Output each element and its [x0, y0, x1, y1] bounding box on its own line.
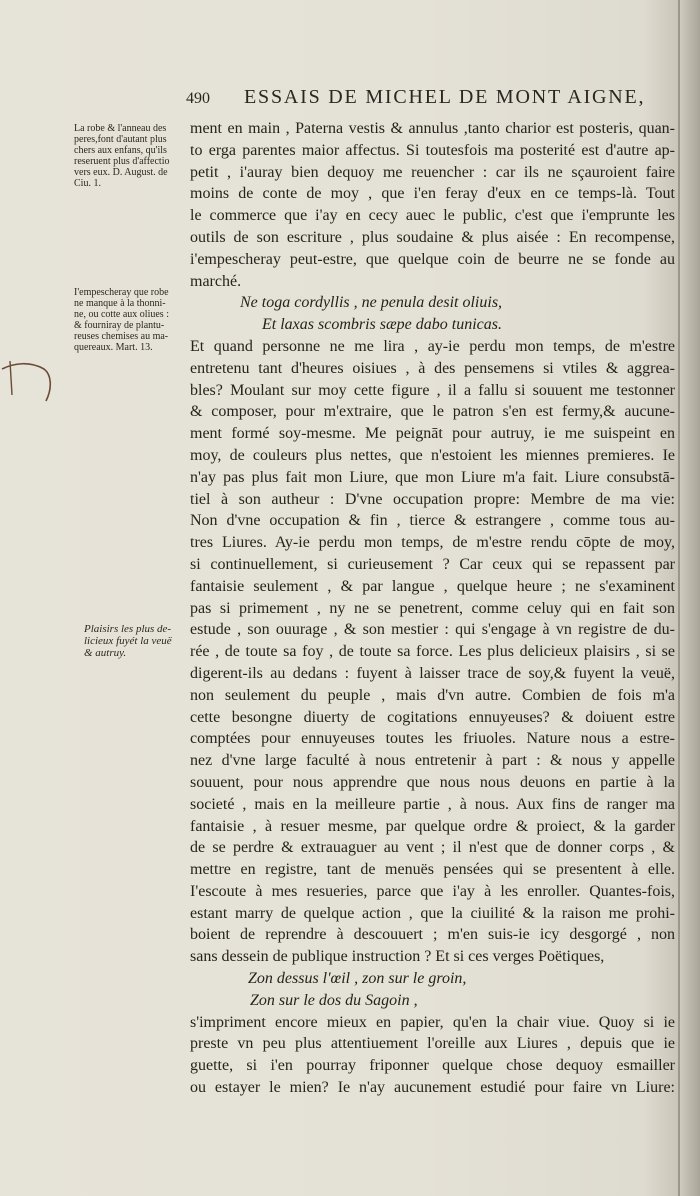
text-line: le commerce que i'ay en cecy auec le public, c'est que i'emprunte les: [190, 207, 675, 225]
text-line: preste vn peu plus attentiuement l'oreille aux Liures , depuis que ie: [190, 1035, 675, 1053]
text-line: entretenu tant d'heures oisiues , à des pensemens si vtiles & aggrea-: [190, 359, 675, 377]
margin-note-line: chers aux enfans, qu'ils: [74, 145, 167, 156]
verse-line: Zon sur le dos du Sagoin ,: [250, 991, 418, 1009]
verse-line: Et laxas scombris sæpe dabo tunicas.: [262, 316, 502, 334]
margin-note: [74, 123, 169, 189]
margin-note-line: ne manque à la thonni-: [74, 298, 166, 309]
text-line: s'impriment encore mieux en papier, qu'en la chair viue. Quoy si ie: [190, 1013, 675, 1031]
running-title: ESSAIS DE MICHEL DE MONT AIGNE,: [244, 86, 646, 108]
text-line: i'empescheray peut-estre, que quelque coin de beurre ne se fonde au: [190, 250, 675, 268]
text-line: ou estayer le mien? Ie n'ay aucunement estudié pour faire vn Liure:: [190, 1079, 675, 1097]
text-line: tiel à son autheur : D'vne occupation propre: Membre de ma vie:: [190, 490, 675, 508]
text-line: mettre en registre, tant de menuës pensées qui se presentent à elle.: [190, 861, 675, 879]
margin-note-line: reuses chemises au ma-: [74, 331, 169, 342]
text-line: tres Liures. Ay-ie perdu mon temps, de m'estre rendu cōpte de moy,: [190, 534, 675, 552]
text-line: outils de son escriture , plus soudaine & plus aisée : En recompense,: [190, 228, 675, 246]
text-line: Et quand personne ne me lira , ay-ie perdu mon temps, de m'estre: [190, 337, 675, 355]
text-line: guette, si i'en pourray friponner quelque chose dequoy esmailler: [190, 1057, 675, 1075]
text-line: comptées pour ennuyeuses toutes les friuoles. Nature nous a estre-: [190, 730, 675, 748]
text-line: fantaisie seulement , & par langue , quelque heure ; ne s'examinent: [190, 577, 675, 595]
next-page-edge: [680, 0, 700, 1196]
text-line: petit , i'auray bien dequoy me reuencher : car ils ne sçauroient faire: [190, 163, 675, 181]
text-line: estude , son ouurage , & son mestier : qui s'engage à vn registre de du-: [190, 621, 675, 639]
text-line: rée , de toute sa foy , de toute sa force. Les plus delicieux plaisirs , si se: [190, 643, 675, 661]
margin-note-line: Ciu. 1.: [74, 178, 101, 189]
text-line: cette besongne diuerty de cogitations ennuyeuses? & doiuent estre: [190, 708, 675, 726]
margin-note-line: & fourniray de plantu-: [74, 320, 165, 331]
margin-note-line: vers eux. D. August. de: [74, 167, 168, 178]
running-head: [186, 86, 656, 112]
text-line: non seulement du peuple , mais d'vn autre. Combien de fois m'a: [190, 686, 675, 704]
text-line: estant marry de quelque action , que la ciuilité & la raison me prohi-: [190, 904, 675, 922]
margin-note: [84, 623, 172, 659]
text-line: marché.: [190, 272, 242, 290]
text-line: moy, de couleurs plus nettes, que n'estoient les miennes premieres. Ie: [190, 446, 675, 464]
text-line: souuent, pour nous apprendre que nous nous deuons en partie à la: [190, 773, 675, 791]
main-text-block: [190, 118, 675, 1099]
margin-note-line: & autruy.: [84, 647, 127, 659]
ink-mark: [0, 355, 60, 415]
text-line: digerent-ils au dedans : fuyent à laisser trace de soy,& fuyent la veuë,: [190, 664, 675, 682]
text-line: ment en main , Paterna vestis & annulus ,tanto charior est posteris, quan-: [190, 120, 675, 137]
text-line: to erga parentes maior affectus. Si toutesfois ma posterité est d'autre ap-: [190, 141, 675, 159]
text-line: Non d'vne occupation & fin , tierce & estrangere , comme tous au-: [190, 512, 675, 530]
margin-note-line: reseruent plus d'affectio: [74, 156, 170, 167]
margin-note-line: quereaux. Mart. 13.: [74, 342, 153, 353]
text-line: boient de reprendre à descouuert ; m'en suis-ie icy desgorgé , non: [190, 926, 675, 944]
text-line: bles? Moulant sur moy cette figure , il a fallu si souuent me testonner: [190, 381, 675, 399]
margin-note-line: La robe & l'anneau des: [74, 123, 167, 134]
text-line: ment formé soy-mesme. Me peignāt pour autruy, ie me suispeint en: [190, 425, 675, 443]
text-line: n'ay pas plus fait mon Liure, que mon Liure m'a fait. Liure consubstā-: [190, 468, 675, 486]
text-line: societé , mais en la meilleure partie , à nous. Aux fins de ranger ma: [190, 795, 675, 813]
text-line: si continuellement, si curieusement ? Car ceux qui se repassent par: [190, 555, 675, 573]
page-number: 490: [186, 90, 210, 107]
margin-note-line: peres,font d'autant plus: [74, 134, 167, 145]
text-line: I'escoute à mes resueries, parce que i'ay à les enroller. Quantes-fois,: [190, 882, 675, 900]
text-line: & composer, pour m'extraire, que le patron s'en est fermy,& aucune-: [190, 403, 675, 421]
text-line: nez d'vne large faculté à nous entretenir à part : & nous y appelle: [190, 752, 675, 770]
text-line: de se perdre & extrauaguer au vent ; il n'est que de donner corps , &: [190, 839, 675, 857]
margin-note-line: ne, ou cotte aux oliues :: [74, 309, 169, 320]
text-line: sans dessein de publique instruction ? Et si ces verges Poëtiques,: [190, 948, 605, 966]
margin-note-line: licieux fuyét la veuë: [84, 635, 172, 647]
margin-note: [74, 287, 169, 353]
verse-line: Zon dessus l'œil , zon sur le groin,: [248, 970, 467, 988]
text-line: moins de conte de moy , que i'en feray d'eux en ce temps-là. Tout: [190, 185, 675, 203]
verse-line: Ne toga cordyllis , ne penula desit oliuis,: [240, 294, 503, 312]
margin-note-line: Plaisirs les plus de-: [84, 623, 172, 635]
margin-note-line: I'empescheray que robe: [74, 287, 169, 298]
text-line: pas si primement , ny ne se penetrent, comme celuy qui en fait son: [190, 599, 675, 617]
text-line: fantaisie , à resuer mesme, par quelque ordre & proiect, & la garder: [190, 817, 675, 835]
